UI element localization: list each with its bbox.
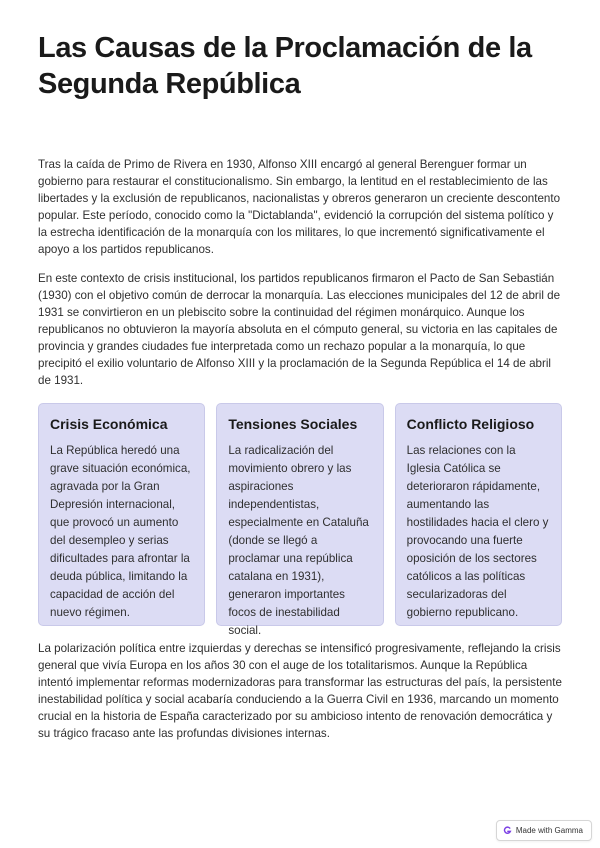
card-title: Conflicto Religioso bbox=[406, 416, 535, 432]
document-page bbox=[38, 30, 562, 742]
context-paragraph: En este contexto de crisis institucional, los partidos republicanos firmaron el Pacto de San Sebastián (1930) con el objetivo común de derrocar la monarquía. Las elecciones municipales del 12 de abril de 1931 se convirtieron en un plebiscito sobre la continuidad del régimen monárquico. Aunque los republicanos no obtuvieron la mayoría absoluta en el cómputo general, su victoria en las capitales de provincia y grandes ciudades fue interpretada como un rechazo popular a la monarquía, lo que precipitó el exilio voluntario de Alfonso XIII y la proclamación de la Segunda República el 14 de abril de 1931. bbox=[38, 272, 561, 387]
card-title: Crisis Económica bbox=[50, 416, 168, 432]
card-tensiones-sociales bbox=[216, 403, 383, 637]
intro-paragraph: Tras la caída de Primo de Rivera en 1930, Alfonso XIII encargó al general Berenguer formar un gobierno para restaurar el constitucionalismo. Sin embargo, la lentitud en el restablecimiento de las libertades y la exclusión de republicanos, nacionalistas y obreros generaron un creciente descontento popular. Este período, conocido como la "Dictablanda", evidenció la corrupción del sistema político y la estrecha identificación de la monarquía con los militares, lo que incrementó significativamente el apoyo a los partidos republicanos. bbox=[38, 158, 561, 256]
badge-label: Made with Gamma bbox=[515, 826, 583, 835]
card-body: La República heredó una grave situación económica, agravada por la Gran Depresión internacional, que provocó un aumento del desempleo y serias dificultades para afrontar la deuda pública, limitando la capacidad de acción del nuevo régimen. bbox=[50, 444, 191, 619]
card-body: Las relaciones con la Iglesia Católica se deterioraron rápidamente, aumentando las hostilidades hacia el clero y provocando una fuerte oposición de los sectores católicos a las políticas secularizadoras del gobierno republicano. bbox=[406, 444, 549, 619]
closing-paragraph: La polarización política entre izquierdas y derechas se intensificó progresivamente, reflejando la crisis general que vivía Europa en los años 30 con el auge de los totalitarismos. Aunque la República intentó implementar reformas modernizadoras para transformar las estructuras del país, la persistente inestabilidad política y social acabaría conduciendo a la Guerra Civil en 1936, marcando un momento crucial en la historia de España caracterizado por su ambicioso intento de renovación democrática y su trágico fracaso ante las profundas divisiones internas. bbox=[38, 642, 562, 740]
card-title: Tensiones Sociales bbox=[228, 416, 358, 432]
card-conflicto-religioso bbox=[395, 403, 562, 626]
page-title: Las Causas de la Proclamación de la Segunda República bbox=[38, 32, 532, 100]
made-with-gamma-badge[interactable] bbox=[496, 820, 592, 841]
causes-cards bbox=[38, 403, 562, 637]
card-body: La radicalización del movimiento obrero y las aspiraciones independentistas, especialmente en Cataluña (donde se llegó a proclamar una república catalana en 1931), generaron importantes focos de inestabilidad social. bbox=[228, 444, 369, 637]
gamma-logo-icon bbox=[503, 826, 512, 835]
card-crisis-economica bbox=[38, 403, 205, 626]
